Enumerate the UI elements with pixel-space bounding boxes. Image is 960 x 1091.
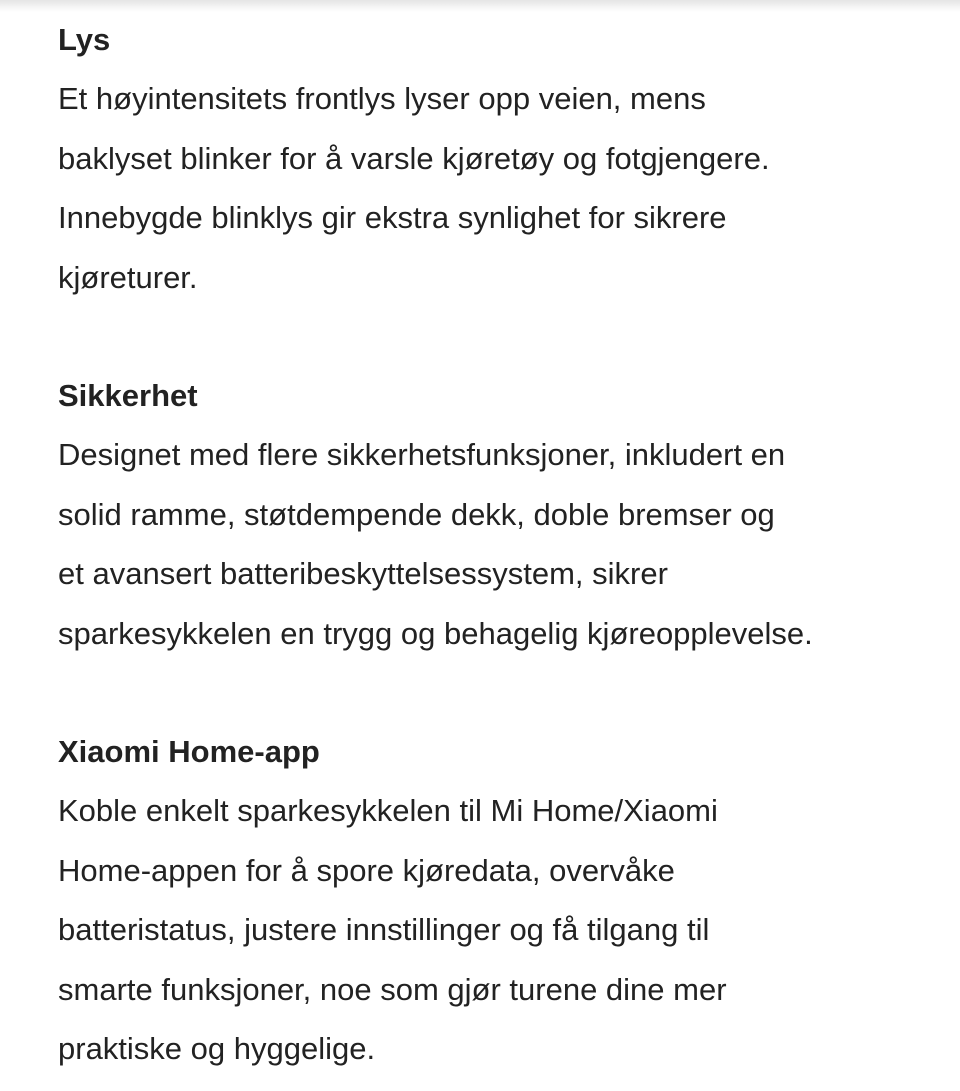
text-line: et avansert batteribeskyttelsessystem, sikrer bbox=[58, 556, 668, 591]
text-line: smarte funksjoner, noe som gjør turene dine mer bbox=[58, 971, 727, 1007]
product-description bbox=[58, 10, 938, 1079]
text-line: solid ramme, støtdempende dekk, doble bremser og bbox=[58, 496, 775, 532]
text-line: sparkesykkelen en trygg og behagelig kjøreopplevelse. bbox=[58, 615, 813, 651]
section-body-sikkerhet bbox=[58, 425, 938, 663]
text-line: kjøreturer. bbox=[58, 259, 198, 295]
text-line: Innebygde blinklys gir ekstra synlighet for sikrere bbox=[58, 200, 727, 235]
text-line: baklyset blinker for å varsle kjøretøy og fotgjengere. bbox=[58, 140, 770, 176]
section-sikkerhet bbox=[58, 366, 938, 663]
text-line: batteristatus, justere innstillinger og få tilgang til bbox=[58, 912, 710, 947]
section-lys bbox=[58, 10, 938, 307]
section-title-lys: Lys bbox=[58, 22, 111, 57]
section-body-lys bbox=[58, 69, 938, 307]
text-line: Et høyintensitets frontlys lyser opp veien, mens bbox=[58, 81, 706, 116]
text-line: praktiske og hyggelige. bbox=[58, 1031, 376, 1066]
section-body-xiaomi-home-app bbox=[58, 781, 938, 1079]
text-line: Home-appen for å spore kjøredata, overvåke bbox=[58, 852, 675, 888]
text-line: Koble enkelt sparkesykkelen til Mi Home/Xiaomi bbox=[58, 793, 718, 828]
section-title-sikkerhet: Sikkerhet bbox=[58, 378, 198, 413]
section-title-xiaomi-home-app: Xiaomi Home-app bbox=[58, 734, 320, 769]
text-line: Designet med flere sikkerhetsfunksjoner, inkludert en bbox=[58, 437, 786, 472]
section-xiaomi-home-app bbox=[58, 722, 938, 1079]
